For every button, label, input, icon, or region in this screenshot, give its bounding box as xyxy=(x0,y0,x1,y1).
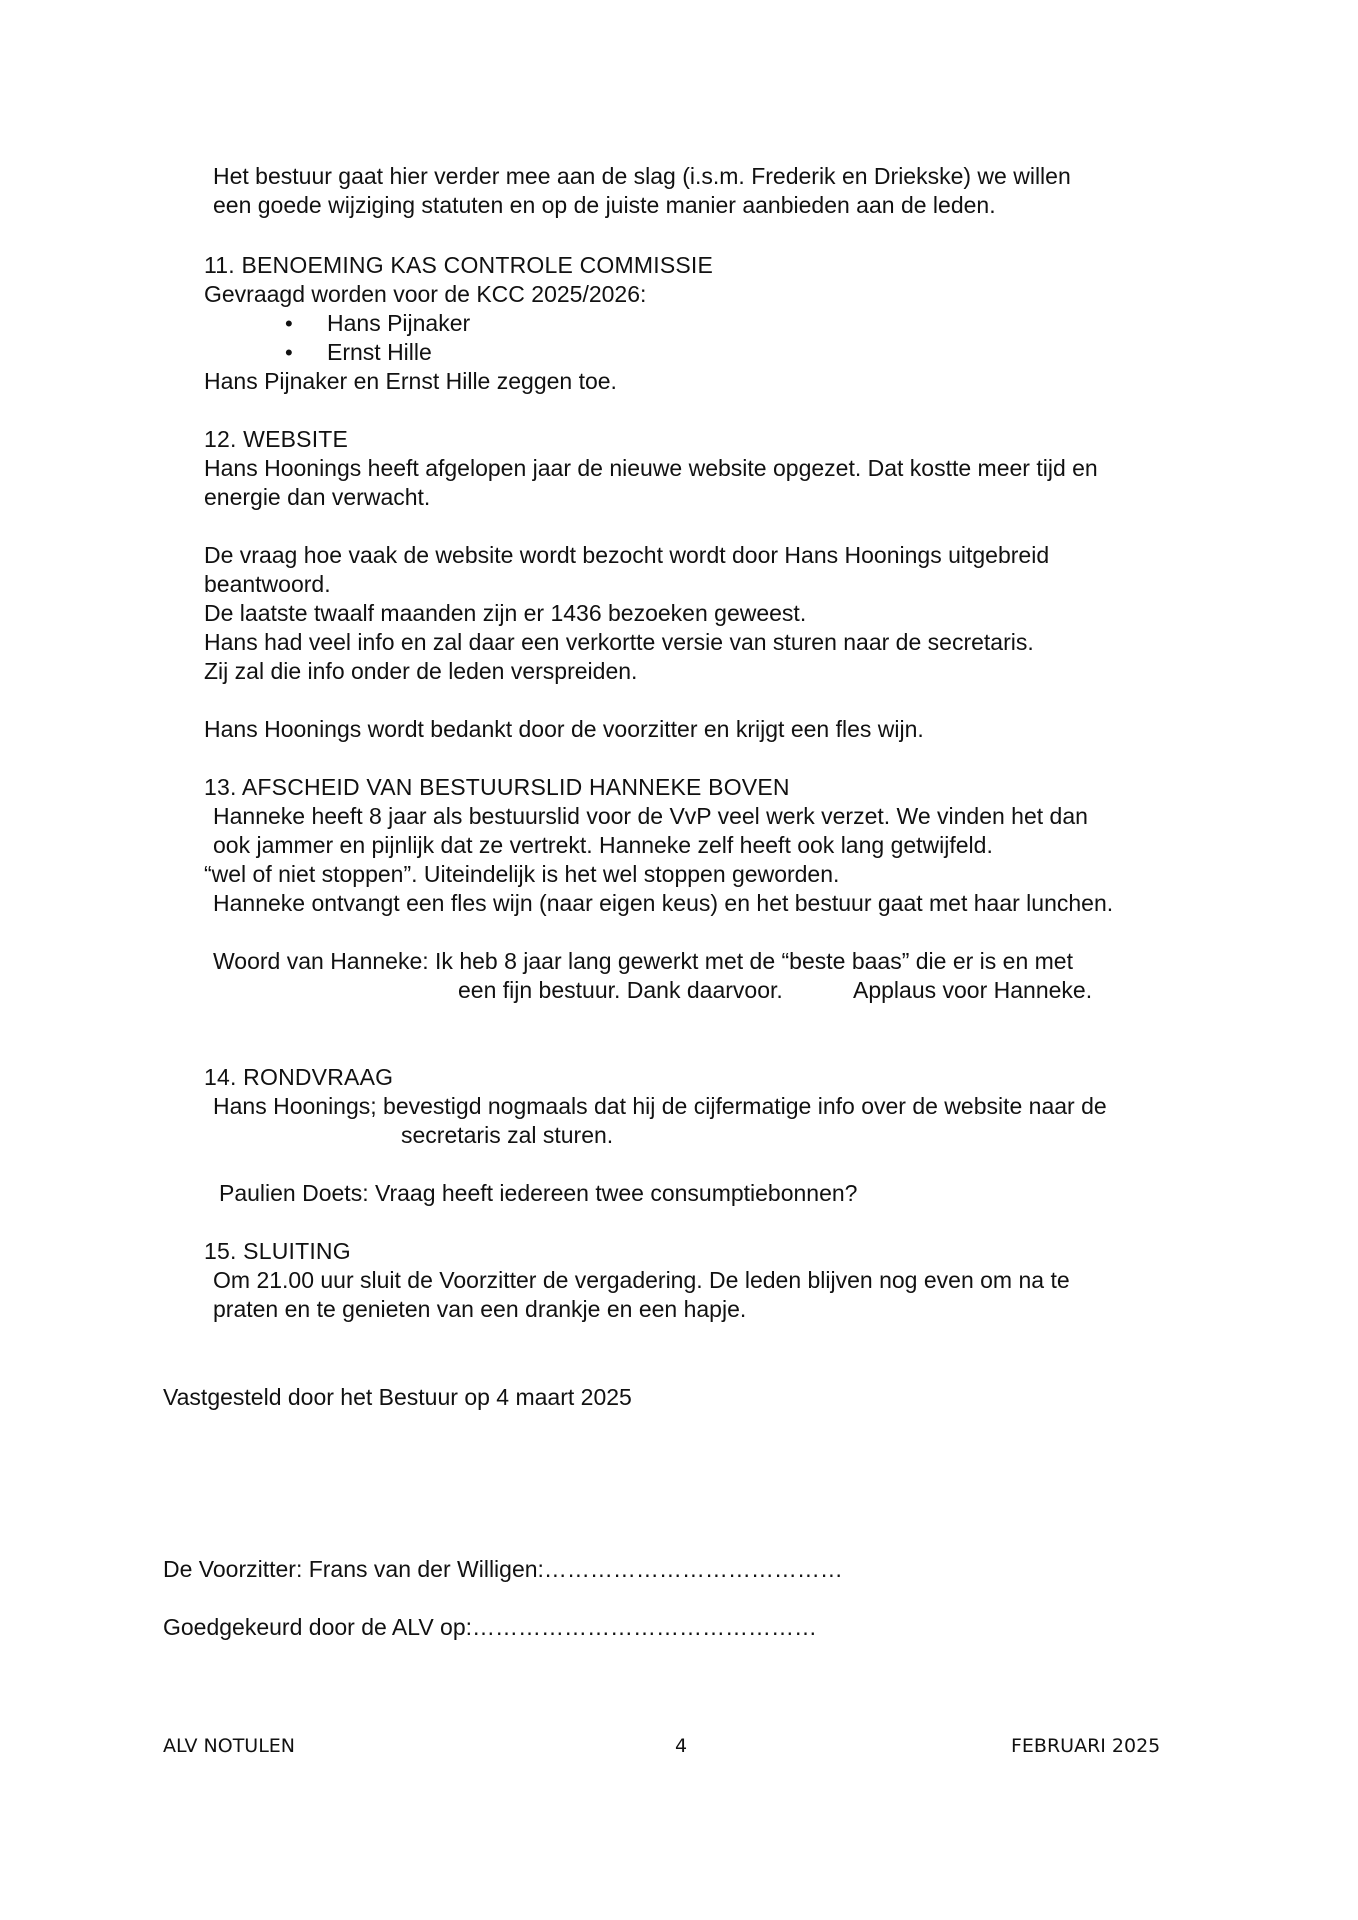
section-14-line-3: Paulien Doets: Vraag heeft iedereen twee consumptiebonnen? xyxy=(219,1180,858,1206)
bullet-icon: • xyxy=(285,340,293,365)
section-12-p2-line-2: beantwoord. xyxy=(204,571,331,597)
section-14-line-1: Hans Hoonings; bevestigd nogmaals dat hij de cijfermatige info over de website naar de xyxy=(213,1093,1107,1119)
established-statement: Vastgesteld door het Bestuur op 4 maart 2025 xyxy=(163,1384,632,1410)
section-13-line-2: ook jammer en pijnlijk dat ze vertrekt. Hanneke zelf heeft ook lang getwijfeld. xyxy=(213,832,993,858)
section-13-applause: Applaus voor Hanneke. xyxy=(853,977,1093,1003)
section-12-p3-line-1: Hans Hoonings wordt bedankt door de voorzitter en krijgt een fles wijn. xyxy=(204,716,924,742)
section-12-p2-line-5: Zij zal die info onder de leden verspreiden. xyxy=(204,658,638,684)
section-11-bullet-2: Ernst Hille xyxy=(327,339,432,365)
section-11-bullet-1: Hans Pijnaker xyxy=(327,310,471,336)
intro-line-1: Het bestuur gaat hier verder mee aan de slag (i.s.m. Frederik en Driekske) we willen xyxy=(213,163,1071,189)
section-12-heading: 12. WEBSITE xyxy=(204,426,349,452)
section-13-line-3: “wel of niet stoppen”. Uiteindelijk is het wel stoppen geworden. xyxy=(204,861,840,887)
section-11-intro: Gevraagd worden voor de KCC 2025/2026: xyxy=(204,281,647,307)
section-15-heading: 15. SLUITING xyxy=(204,1238,351,1264)
section-14-line-2: secretaris zal sturen. xyxy=(401,1122,614,1148)
alv-approval-line: Goedgekeurd door de ALV op:……………………………………… xyxy=(163,1614,818,1640)
section-13-line-1: Hanneke heeft 8 jaar als bestuurslid voor de VvP veel werk verzet. We vinden het dan xyxy=(213,803,1088,829)
section-12-p1-line-1: Hans Hoonings heeft afgelopen jaar de nieuwe website opgezet. Dat kostte meer tijd en xyxy=(204,455,1098,481)
intro-line-2: een goede wijziging statuten en op de juiste manier aanbieden aan de leden. xyxy=(213,192,996,218)
section-14-heading: 14. RONDVRAAG xyxy=(204,1064,394,1090)
footer-document-title: ALV NOTULEN xyxy=(163,1735,296,1757)
section-13-heading: 13. AFSCHEID VAN BESTUURSLID HANNEKE BOVEN xyxy=(204,774,790,800)
section-13-quote-line-2: een fijn bestuur. Dank daarvoor. xyxy=(458,977,783,1003)
section-12-p2-line-4: Hans had veel info en zal daar een verkortte versie van sturen naar de secretaris. xyxy=(204,629,1034,655)
section-12-p2-line-1: De vraag hoe vaak de website wordt bezocht wordt door Hans Hoonings uitgebreid xyxy=(204,542,1050,568)
section-13-quote-line-1: Woord van Hanneke: Ik heb 8 jaar lang gewerkt met de “beste baas” die er is en met xyxy=(213,948,1073,974)
section-15-line-1: Om 21.00 uur sluit de Voorzitter de vergadering. De leden blijven nog even om na te xyxy=(213,1267,1070,1293)
section-11-conclusion: Hans Pijnaker en Ernst Hille zeggen toe. xyxy=(204,368,617,394)
chair-signature-line: De Voorzitter: Frans van der Willigen:………………………………… xyxy=(163,1556,843,1582)
section-12-p1-line-2: energie dan verwacht. xyxy=(204,484,431,510)
footer-page-number: 4 xyxy=(675,1735,688,1757)
bullet-icon: • xyxy=(285,311,293,336)
section-11-heading: 11. BENOEMING KAS CONTROLE COMMISSIE xyxy=(204,252,714,278)
section-12-p2-line-3: De laatste twaalf maanden zijn er 1436 bezoeken geweest. xyxy=(204,600,807,626)
footer-date: FEBRUARI 2025 xyxy=(1011,1735,1161,1757)
section-13-line-4: Hanneke ontvangt een fles wijn (naar eigen keus) en het bestuur gaat met haar lunchen. xyxy=(213,890,1114,916)
section-15-line-2: praten en te genieten van een drankje en een hapje. xyxy=(213,1296,747,1322)
